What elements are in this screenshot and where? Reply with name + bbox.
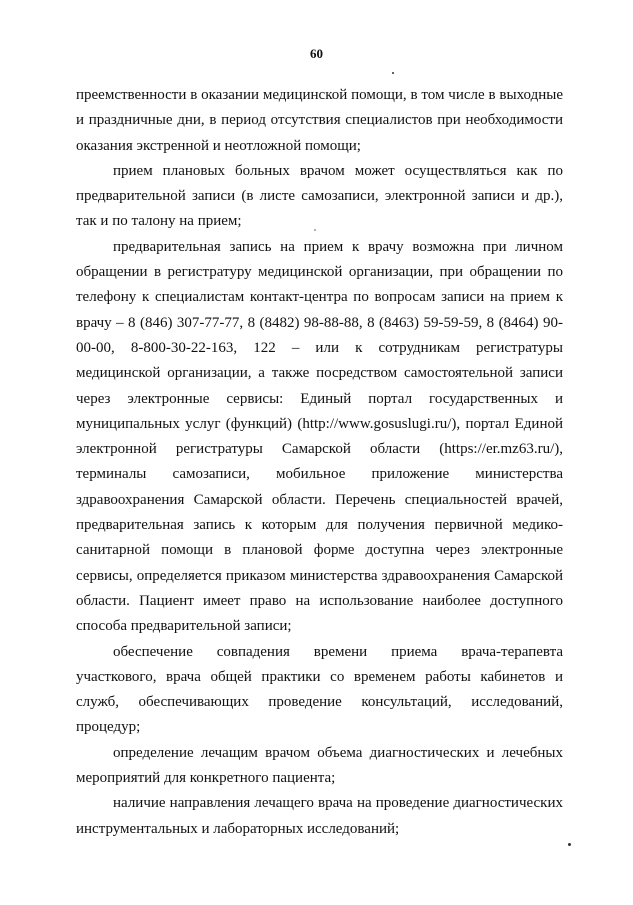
scan-speck: [392, 72, 394, 74]
document-body: [76, 83, 563, 842]
paragraph-appointment-booking: предварительная запись на прием к врачу возможна при личном обращении в регистратуру медицинской организации, при обращении по телефону к специалистам контакт-центра по вопросам записи на прием к врачу – 8 (846) 307-77-77, 8 (8482) 98-88-88, 8 (8463) 59-59-59, 8 (8464) 90-00-00, 8-800-30-22-163, 122 – или к сотрудникам регистратуры медицинской организации, а также посредством самостоятельной записи через электронные сервисы: Единый портал государственных и муниципальных услуг (функций) (http://www.gosuslugi.ru/), портал Единой электронной регистратуры Самарской области (https://er.mz63.ru/), терминалы самозаписи, мобильное приложение министерства здравоохранения Самарской области. Перечень специальностей врачей, предварительная запись к которым для получения первичной медико-санитарной помощи в плановой форме доступна через электронные сервисы, определяется приказом министерства здравоохранения Самарской области. Пациент имеет право на использование наиболее доступного способа предварительной записи;: [76, 238, 563, 635]
paragraph-diagnostic-scope: определение лечащим врачом объема диагностических и лечебных мероприятий для конкретного пациента;: [76, 744, 563, 787]
paragraph-planned-patients: прием плановых больных врачом может осуществляться как по предварительной записи (в листе самозаписи, электронной записи и др.), так и по талону на прием;: [76, 162, 563, 230]
paragraph-referral: наличие направления лечащего врача на проведение диагностических инструментальных и лабораторных исследований;: [76, 795, 563, 837]
paragraph-schedule-coordination: обеспечение совпадения времени приема врача-терапевта участкового, врача общей практики со временем работы кабинетов и служб, обеспечивающих проведение консультаций, исследований, процедур;: [76, 643, 563, 736]
page-number: 60: [310, 46, 323, 61]
scan-speck: [568, 843, 571, 846]
paragraph-continuity-of-care: преемственности в оказании медицинской помощи, в том числе в выходные и праздничные дни, в период отсутствия специалистов при необходимости оказания экстренной и неотложной помощи;: [76, 87, 563, 154]
scan-speck: [314, 229, 316, 231]
